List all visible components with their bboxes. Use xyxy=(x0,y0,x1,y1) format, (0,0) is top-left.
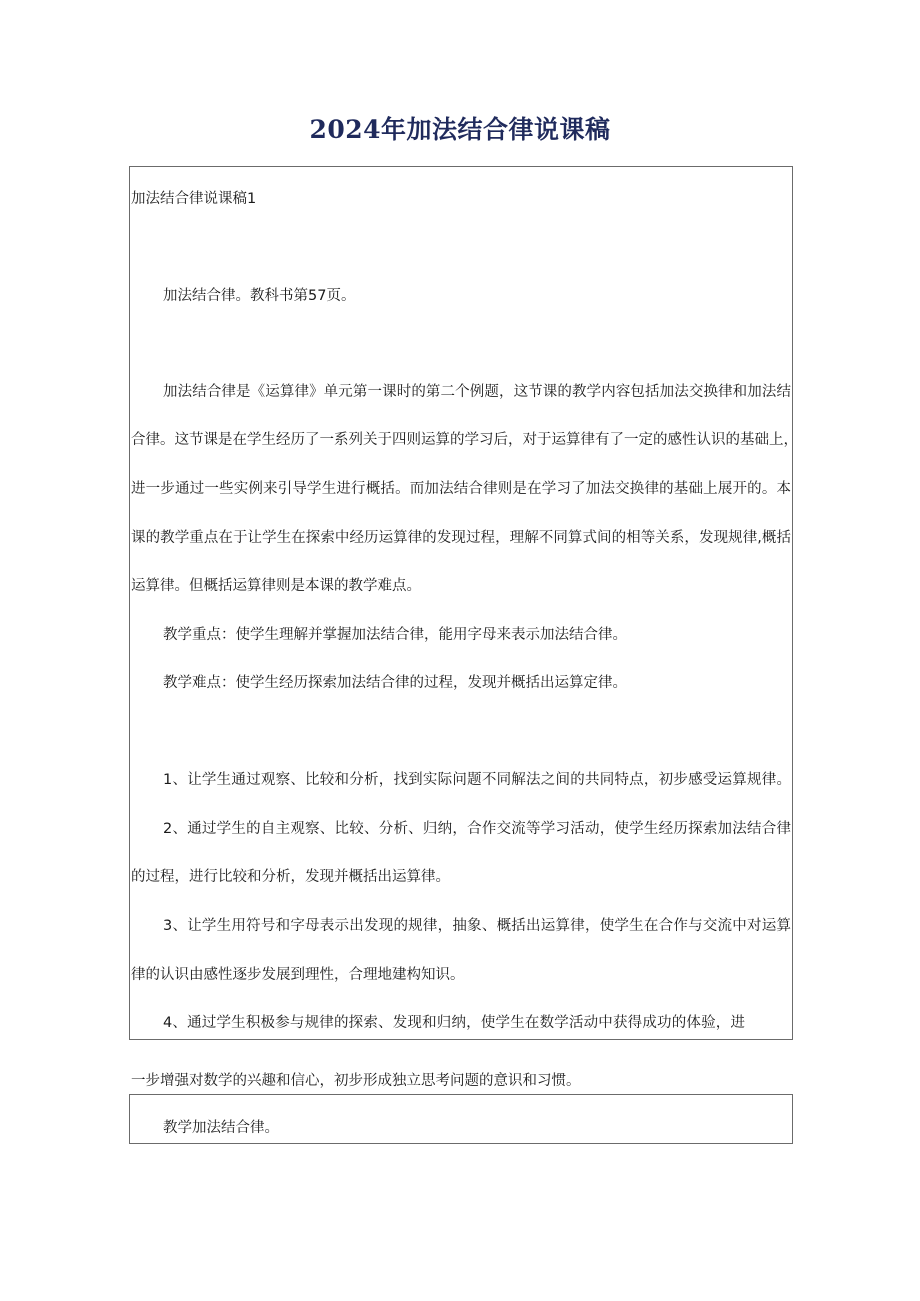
goal-2-line-2: 的过程，进行比较和分析，发现并概括出运算律。 xyxy=(131,869,450,885)
difficulty-paragraph: 教学难点：使学生经历探索加法结合律的过程，发现并概括出运算定律。 xyxy=(163,675,627,691)
analysis-line-1: 加法结合律是《运算律》单元第一课时的第二个例题，这节课的教学内容包括加法交换律和加法结 xyxy=(163,384,791,400)
section-heading: 加法结合律说课稿1 xyxy=(131,191,257,207)
analysis-line-3: 进一步通过一些实例来引导学生进行概括。而加法结合律则是在学习了加法交换律的基础上展开的。本 xyxy=(131,481,791,497)
topic-paragraph: 加法结合律。教科书第57页。 xyxy=(163,288,356,304)
analysis-line-4: 课的教学重点在于让学生在探索中经历运算律的发现过程，理解不同算式间的相等关系，发现规律,概括 xyxy=(131,530,791,546)
goal-4-line-1: 4、通过学生积极参与规律的探索、发现和归纳，使学生在数学活动中获得成功的体验，进 xyxy=(163,1015,745,1031)
goal-3-line-1: 3、让学生用符号和字母表示出发现的规律，抽象、概括出运算律，使学生在合作与交流中对运算 xyxy=(163,918,791,934)
page-title: 2024年加法结合律说课稿 xyxy=(309,115,611,144)
key-point-paragraph: 教学重点：使学生理解并掌握加法结合律，能用字母来表示加法结合律。 xyxy=(163,627,627,643)
analysis-line-5: 运算律。但概括运算律则是本课的教学难点。 xyxy=(131,578,421,594)
goal-4-line-2: 一步增强对数学的兴趣和信心，初步形成独立思考问题的意识和习惯。 xyxy=(131,1073,581,1089)
goal-3-line-2: 律的认识由感性逐步发展到理性，合理地建构知识。 xyxy=(131,967,465,983)
method-paragraph: 教学加法结合律。 xyxy=(163,1120,279,1136)
goal-1: 1、让学生通过观察、比较和分析，找到实际问题不同解法之间的共同特点，初步感受运算规律。 xyxy=(163,772,791,788)
analysis-line-2: 合律。这节课是在学生经历了一系列关于四则运算的学习后，对于运算律有了一定的感性认识的基础上， xyxy=(131,432,798,448)
goal-2-line-1: 2、通过学生的自主观察、比较、分析、归纳，合作交流等学习活动，使学生经历探索加法结合律 xyxy=(163,821,791,837)
